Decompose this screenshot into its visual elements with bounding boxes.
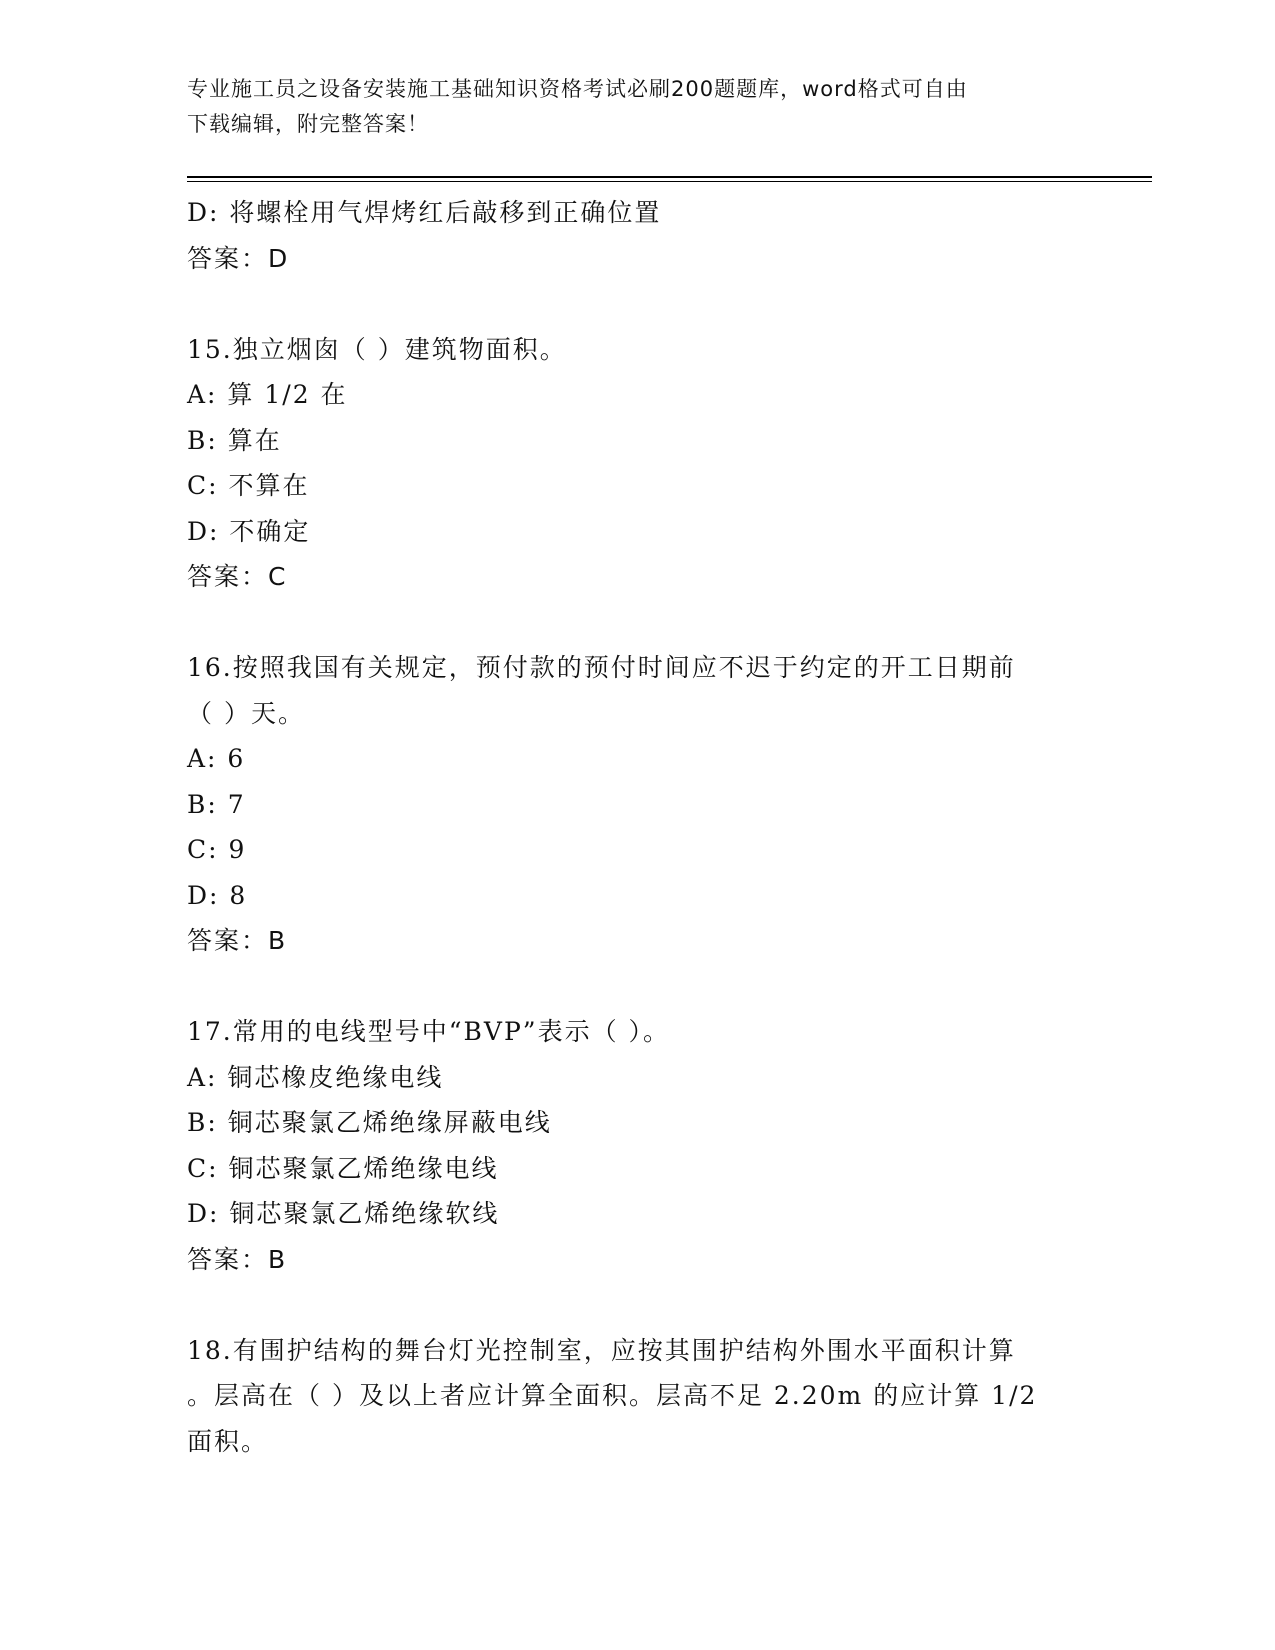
option-line: A: 6 (187, 744, 246, 773)
question-line: 18.有围护结构的舞台灯光控制室，应按其围护结构外围水平面积计算 (187, 1335, 1016, 1365)
answer-line: 答案：C (187, 562, 288, 591)
header-divider-thick (187, 176, 1152, 178)
header-divider-thin (187, 181, 1152, 182)
header-line-2: 下载编辑，附完整答案！ (187, 112, 429, 136)
answer-line: 答案：B (187, 1244, 288, 1274)
option-line: A: 算 1/2 在 (187, 380, 348, 409)
spacer (187, 1282, 1087, 1328)
spacer (187, 600, 1087, 646)
spacer (187, 281, 1087, 327)
question-line: 面积。 (187, 1426, 269, 1456)
option-line: C: 不算在 (187, 471, 310, 500)
header-line-1: 专业施工员之设备安装施工基础知识资格考试必刷200题题库，word格式可自由 (187, 77, 968, 101)
spacer (187, 964, 1087, 1010)
question-line: 16.按照我国有关规定，预付款的预付时间应不迟于约定的开工日期前 (187, 653, 1016, 682)
question-line: 17.常用的电线型号中“BVP”表示（ ）。 (187, 1017, 671, 1046)
option-line: D: 铜芯聚氯乙烯绝缘软线 (187, 1199, 500, 1228)
option-line: A: 铜芯橡皮绝缘电线 (187, 1062, 444, 1092)
question-line: 。层高在（ ）及以上者应计算全面积。层高不足 2.20m 的应计算 1/2 (187, 1381, 1038, 1410)
question-list (187, 190, 1087, 1464)
question-line: （ ）天。 (187, 698, 305, 728)
option-line: D: 不确定 (187, 516, 311, 546)
option-line: B: 算在 (187, 425, 282, 455)
question-line: 15.独立烟囱（ ）建筑物面积。 (187, 334, 567, 364)
option-line: C: 铜芯聚氯乙烯绝缘电线 (187, 1153, 499, 1183)
document-header (187, 72, 1087, 142)
option-line: B: 铜芯聚氯乙烯绝缘屏蔽电线 (187, 1108, 552, 1137)
answer-line: 答案：B (187, 926, 288, 955)
option-line: C: 9 (187, 835, 247, 864)
option-line: D: 8 (187, 880, 248, 910)
option-line: B: 7 (187, 789, 246, 819)
option-line: D: 将螺栓用气焊烤红后敲移到正确位置 (187, 198, 662, 227)
answer-line: 答案：D (187, 243, 290, 273)
